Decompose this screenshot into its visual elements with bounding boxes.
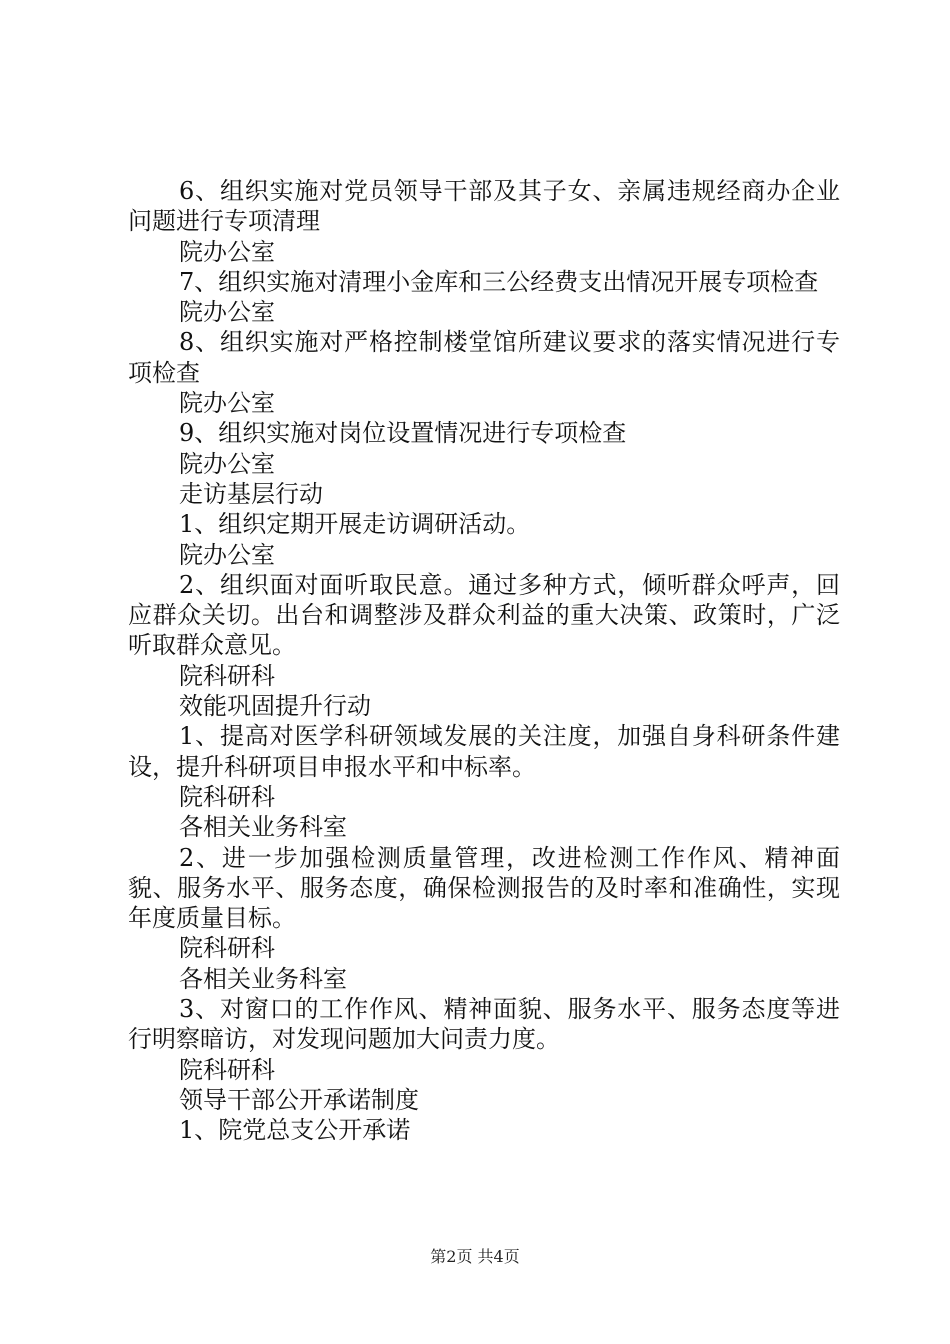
paragraph-item-8: 8、组织实施对严格控制楼堂馆所建议要求的落实情况进行专项检查 [128,328,840,387]
paragraph-item-6: 6、组织实施对党员领导干部及其子女、亲属违规经商办企业问题进行专项清理 [128,177,840,236]
section-heading: 效能巩固提升行动 [179,692,371,721]
department-label: 院办公室 [179,449,275,478]
department-label: 各相关业务科室 [179,813,347,842]
section-heading: 领导干部公开承诺制度 [179,1085,419,1114]
department-label: 各相关业务科室 [179,964,347,993]
paragraph-item-7: 7、组织实施对清理小金库和三公经费支出情况开展专项检查 [179,267,819,296]
paragraph-item: 3、对窗口的工作作风、精神面貌、服务水平、服务态度等进行明察暗访，对发现问题加大问责力度。 [128,995,840,1054]
document-body [128,176,840,1146]
paragraph-item: 2、进一步加强检测质量管理，改进检测工作作风、精神面貌、服务水平、服务态度，确保检测报告的及时率和准确性，实现年度质量目标。 [128,843,840,933]
department-label: 院办公室 [179,237,275,266]
department-label: 院办公室 [179,389,275,418]
paragraph-item-9: 9、组织实施对岗位设置情况进行专项检查 [179,419,627,448]
paragraph-item: 1、提高对医学科研领域发展的关注度，加强自身科研条件建设，提升科研项目申报水平和中标率。 [128,722,840,781]
department-label: 院办公室 [179,298,275,327]
department-label: 院科研科 [179,661,275,690]
department-label: 院科研科 [179,1055,275,1084]
department-label: 院办公室 [179,540,275,569]
page-footer: 第2页 共4页 [430,1247,520,1266]
paragraph-item: 1、组织定期开展走访调研活动。 [179,510,531,539]
paragraph-item: 2、组织面对面听取民意。通过多种方式，倾听群众呼声，回应群众关切。出台和调整涉及群众利益的重大决策、政策时，广泛听取群众意见。 [128,570,840,660]
department-label: 院科研科 [179,782,275,811]
section-heading: 走访基层行动 [179,479,323,508]
department-label: 院科研科 [179,934,275,963]
paragraph-item: 1、院党总支公开承诺 [179,1116,411,1145]
